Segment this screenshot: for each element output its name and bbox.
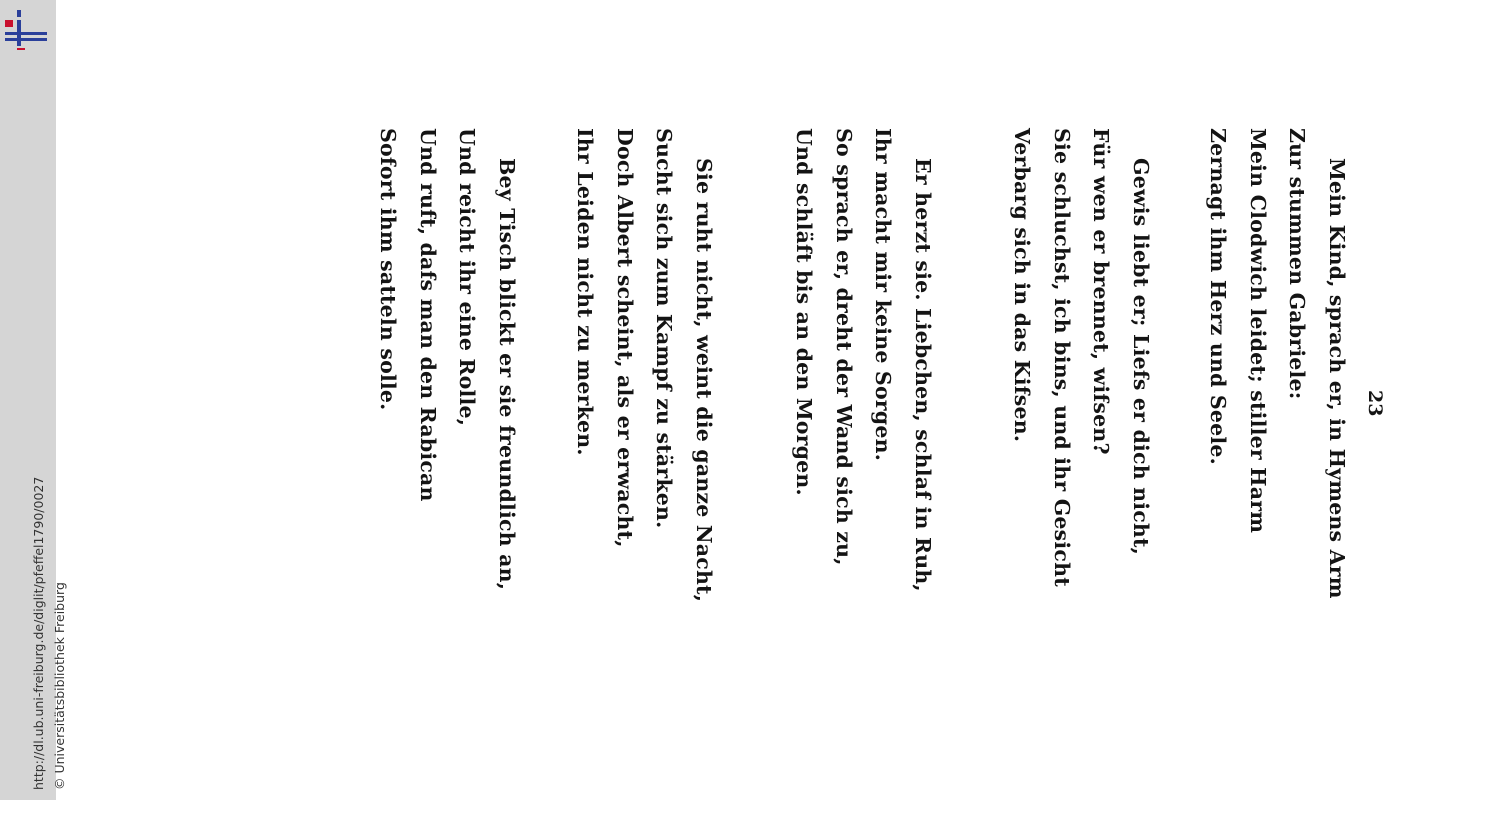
- verse-line: Er herzt sie. Liebchen, schlaf in Ruh,: [911, 158, 935, 592]
- verse-line: Zur stummen Gabriele:: [1285, 128, 1310, 400]
- verse-line: Gewis liebt er; Liefs er dich nicht,: [1129, 158, 1153, 556]
- verse-line: Ihr Leiden nicht zu merken.: [573, 128, 598, 456]
- verse-line: Und schläft bis an den Morgen.: [792, 128, 817, 496]
- verse-line: Bey Tisch blickt er sie freundlich an,: [495, 158, 519, 591]
- stanza-1: [1198, 128, 1356, 828]
- source-url[interactable]: http://dl.ub.uni-freiburg.de/diglit/pfeffel1790/0027: [31, 476, 46, 790]
- verse-line: Und ruft, dafs man den Rabican: [416, 128, 440, 502]
- credit-block: [28, 410, 70, 790]
- stanza-3: [784, 128, 942, 828]
- verse-line: Sie schluchst, ich bins, und ihr Gesicht: [1050, 128, 1074, 587]
- stanza-4: [565, 128, 723, 828]
- stanza-5: [368, 128, 526, 828]
- page-number: 23: [1364, 390, 1386, 417]
- verse-line: So sprach er, dreht der Wand sich zu,: [832, 128, 856, 566]
- verse-line: Doch Albert scheint, als er erwacht,: [613, 128, 637, 548]
- verse-line: Verbarg sich in das Kifsen.: [1010, 128, 1035, 443]
- verse-line: Sofort ihm satteln solle.: [376, 128, 401, 411]
- verse-line: Sucht sich zum Kampf zu stärken.: [652, 128, 677, 529]
- verse-line: Und reicht ihr eine Rolle,: [455, 128, 480, 427]
- stanza-2: [1002, 128, 1160, 828]
- verse-line: Für wen er brennet, wifsen?: [1089, 128, 1114, 455]
- ub-freiburg-logo-icon[interactable]: [5, 10, 47, 50]
- verse-line: Sie ruht nicht, weint die ganze Nacht,: [692, 158, 716, 603]
- copyright-notice: © Universitätsbibliothek Freiburg: [52, 582, 67, 790]
- scanned-book-page: [356, 128, 1386, 828]
- library-sidebar: [0, 0, 67, 800]
- verse-line: Mein Clodwich leidet; stiller Harm: [1246, 128, 1270, 534]
- verse-line: Mein Kind, sprach er, in Hymens Arm: [1325, 158, 1349, 599]
- verse-line: Zernagt ihm Herz und Seele.: [1206, 128, 1231, 465]
- verse-line: Ihr macht mir keine Sorgen.: [871, 128, 896, 462]
